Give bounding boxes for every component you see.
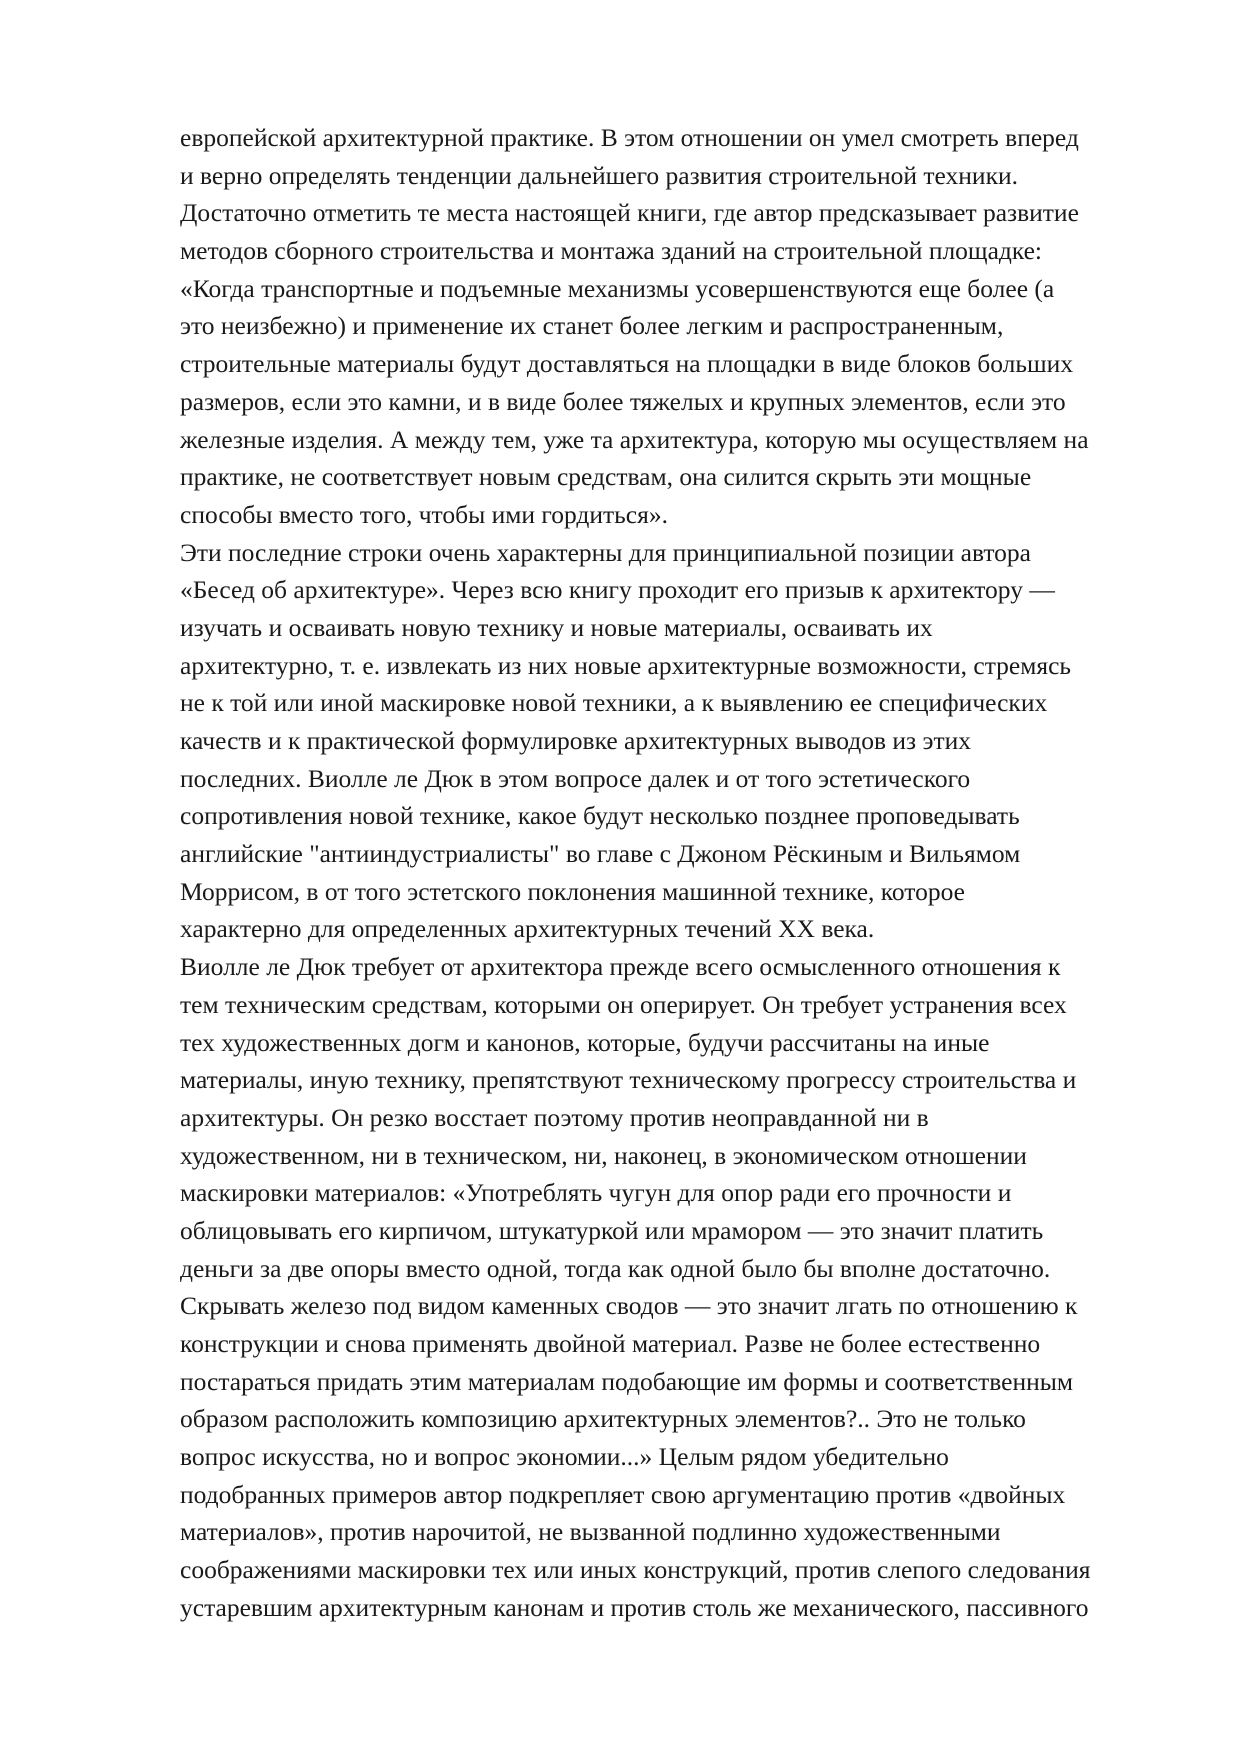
text-line: подобранных примеров автор подкрепляет свою аргументацию против «двойных bbox=[180, 1479, 1066, 1509]
text-line: тех художественных догм и канонов, которые, будучи рассчитаны на иные bbox=[180, 1027, 990, 1057]
text-line: материалов», против нарочитой, не вызванной подлинно художественными bbox=[180, 1517, 1001, 1547]
text-line: размеров, если это камни, и в виде более тяжелых и крупных элементов, если это bbox=[180, 386, 1066, 416]
text-line: маскировки материалов: «Употреблять чугун для опор ради его прочности и bbox=[180, 1178, 1012, 1208]
text-line: соображениями маскировки тех или иных конструкций, против слепого следования bbox=[180, 1555, 1091, 1585]
body-text bbox=[180, 119, 1160, 1627]
text-line: архитектуры. Он резко восстает поэтому против неоправданной ни в bbox=[180, 1102, 929, 1132]
text-line: практике, не соответствует новым средствам, она силится скрыть эти мощные bbox=[180, 462, 1032, 492]
text-line: методов сборного строительства и монтажа зданий на строительной площадке: bbox=[180, 236, 1043, 266]
text-line: характерно для определенных архитектурных течений XX века. bbox=[180, 914, 875, 944]
text-line: европейской архитектурной практике. В этом отношении он умел смотреть вперед bbox=[180, 123, 1079, 152]
text-line: способы вместо того, чтобы ими гордиться». bbox=[180, 499, 668, 529]
text-line: образом расположить композицию архитектурных элементов?.. Это не только bbox=[180, 1404, 1026, 1434]
text-line: тем техническим средствам, которыми он оперирует. Он требует устранения всех bbox=[180, 989, 1067, 1019]
text-line: архитектурно, т. е. извлекать из них новые архитектурные возможности, стремясь bbox=[180, 650, 1072, 680]
text-line: Виолле ле Дюк требует от архитектора прежде всего осмысленного отношения к bbox=[180, 952, 1061, 982]
text-line: «Когда транспортные и подъемные механизмы усовершенствуются еще более (а bbox=[180, 273, 1055, 303]
text-line: материалы, иную технику, препятствуют техническому прогрессу строительства и bbox=[180, 1065, 1077, 1095]
text-line: «Бесед об архитектуре». Через всю книгу проходит его призыв к архитектору — bbox=[180, 575, 1055, 605]
text-line: сопротивления новой технике, какое будут несколько позднее проповедывать bbox=[180, 801, 1020, 831]
text-line: изучать и осваивать новую технику и новые материалы, осваивать их bbox=[180, 612, 933, 642]
text-line: постараться придать этим материалам подобающие им формы и соответственным bbox=[180, 1366, 1074, 1396]
text-line: и верно определять тенденции дальнейшего развития строительной техники. bbox=[180, 160, 1018, 190]
text-line: Моррисом, в от того эстетского поклонения машинной технике, которое bbox=[180, 876, 965, 906]
text-line: Скрывать железо под видом каменных сводов — это значит лгать по отношению к bbox=[180, 1291, 1078, 1321]
text-line: последних. Виолле ле Дюк в этом вопросе далек и от того эстетического bbox=[180, 763, 971, 793]
text-line: английские "антииндустриалисты" во главе с Джоном Рёскиным и Вильямом bbox=[180, 839, 1021, 869]
text-line: это неизбежно) и применение их станет более легким и распространенным, bbox=[180, 311, 1004, 341]
text-line: облицовывать его кирпичом, штукатуркой или мрамором — это значит платить bbox=[180, 1215, 1044, 1245]
text-line: железные изделия. А между тем, уже та архитектура, которую мы осуществляем на bbox=[180, 424, 1089, 454]
text-line: художественном, ни в техническом, ни, наконец, в экономическом отношении bbox=[180, 1140, 1027, 1170]
text-line: конструкции и снова применять двойной материал. Разве не более естественно bbox=[180, 1329, 1041, 1358]
text-line: Эти последние строки очень характерны для принципиальной позиции автора bbox=[180, 537, 1031, 567]
text-line: строительные материалы будут доставляться на площадки в виде блоков больших bbox=[180, 349, 1074, 379]
text-line: вопрос искусства, но и вопрос экономии...» Целым рядом убедительно bbox=[180, 1442, 949, 1472]
text-line: Достаточно отметить те места настоящей книги, где автор предсказывает развитие bbox=[180, 198, 1079, 228]
text-line: устаревшим архитектурным канонам и против столь же механического, пассивного bbox=[180, 1592, 1089, 1622]
text-line: качеств и к практической формулировке архитектурных выводов из этих bbox=[180, 726, 971, 755]
text-line: не к той или иной маскировке новой техники, а к выявлению ее специфических bbox=[180, 688, 1048, 718]
text-line: деньги за две опоры вместо одной, тогда как одной было бы вполне достаточно. bbox=[180, 1253, 1051, 1283]
